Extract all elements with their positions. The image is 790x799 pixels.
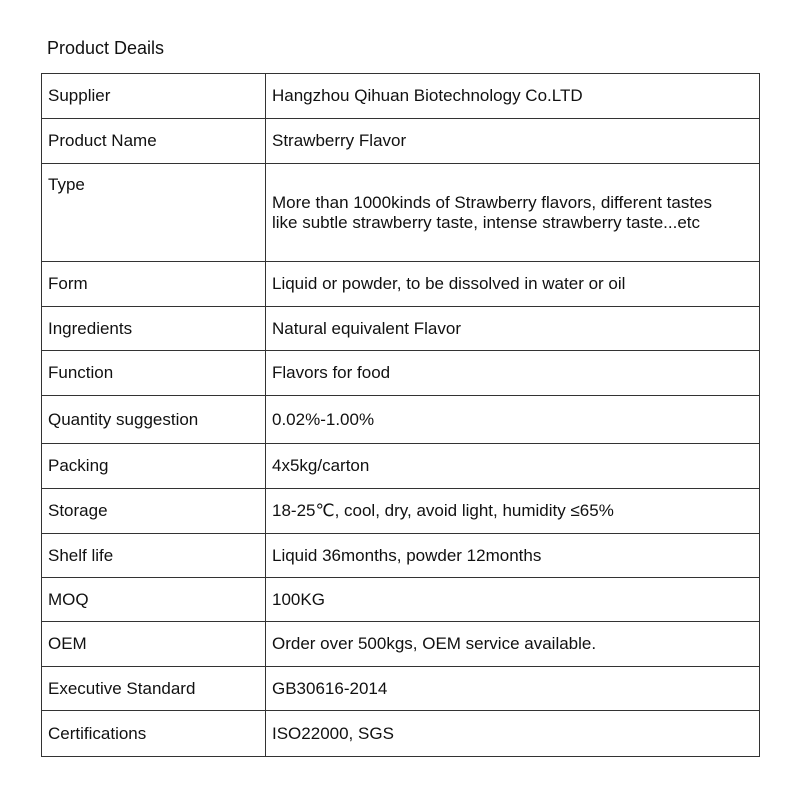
table-row-moq [42,578,760,622]
row-label: Type [42,164,266,262]
table-row-function [42,351,760,396]
row-label: OEM [42,622,266,667]
row-value: 4x5kg/carton [266,444,760,489]
table-row-oem [42,622,760,667]
row-label: Certifications [42,711,266,757]
row-value: Order over 500kgs, OEM service available. [266,622,760,667]
row-value: 0.02%-1.00% [266,396,760,444]
table-row-shelf-life [42,534,760,578]
row-label: Executive Standard [42,667,266,711]
row-value: Liquid 36months, powder 12months [266,534,760,578]
row-label: Storage [42,489,266,534]
table-row-packing [42,444,760,489]
page-title: Product Deails [47,38,165,58]
row-value [266,164,760,262]
table-row-product-name [42,119,760,164]
row-value: Flavors for food [266,351,760,396]
row-label: Ingredients [42,307,266,351]
table-row-ingredients [42,307,760,351]
table-row-certifications [42,711,760,757]
row-value: Liquid or powder, to be dissolved in water or oil [266,262,760,307]
row-value: 18-25℃, cool, dry, avoid light, humidity ≤65% [266,489,760,534]
row-label: Packing [42,444,266,489]
table-row-type [42,164,760,262]
row-label: Shelf life [42,534,266,578]
table-row-form [42,262,760,307]
table-row-storage [42,489,760,534]
row-label: Function [42,351,266,396]
table-row-supplier [42,74,760,119]
row-label: Product Name [42,119,266,164]
row-value: ISO22000, SGS [266,711,760,757]
row-value-line: More than 1000kinds of Strawberry flavors, different tastes [272,192,713,212]
row-label: MOQ [42,578,266,622]
row-value-line: like subtle strawberry taste, intense strawberry taste...etc [272,212,701,232]
row-value: GB30616-2014 [266,667,760,711]
row-value: Strawberry Flavor [266,119,760,164]
row-label: Form [42,262,266,307]
table-row-executive-standard [42,667,760,711]
row-label: Quantity suggestion [42,396,266,444]
table-row-quantity-suggestion [42,396,760,444]
row-value: 100KG [266,578,760,622]
product-details-table [41,73,760,757]
row-label: Supplier [42,74,266,119]
row-value: Hangzhou Qihuan Biotechnology Co.LTD [266,74,760,119]
row-value: Natural equivalent Flavor [266,307,760,351]
